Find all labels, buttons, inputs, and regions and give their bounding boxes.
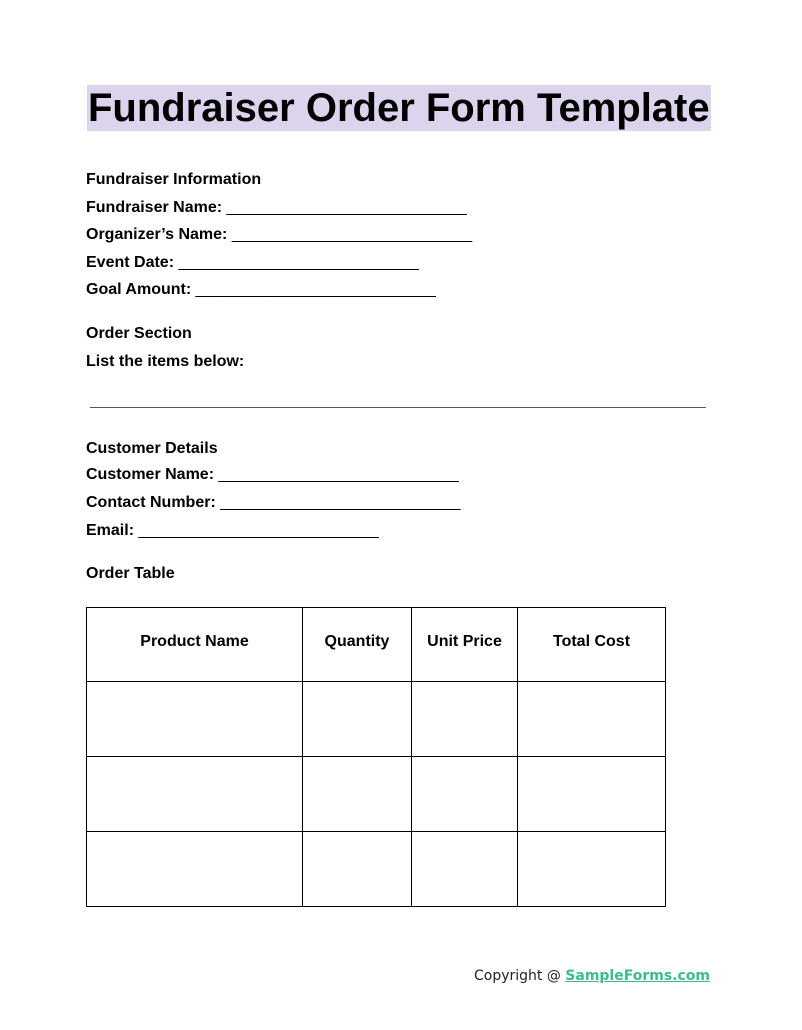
quantity-cell[interactable] <box>303 757 412 832</box>
order-table <box>86 607 666 907</box>
unit-price-cell[interactable] <box>412 832 518 907</box>
table-row <box>87 832 666 907</box>
fill-in-blank[interactable]: ___________________________ <box>231 226 473 243</box>
fill-in-blank[interactable]: ___________________________ <box>226 199 467 216</box>
field-label: Organizer’s Name: <box>86 226 228 243</box>
order-section-instruction: List the items below: <box>86 353 245 370</box>
column-header-product-name: Product Name <box>87 608 303 682</box>
total-cost-cell[interactable] <box>518 757 666 832</box>
section-heading-order-table: Order Table <box>86 565 175 582</box>
fill-in-blank[interactable]: ___________________________ <box>178 254 419 271</box>
contact-number-field[interactable] <box>86 493 461 513</box>
field-label: Email: <box>86 522 135 539</box>
field-label: Customer Name: <box>86 466 215 483</box>
table-row <box>87 682 666 757</box>
fill-in-blank[interactable]: ___________________________ <box>218 466 459 483</box>
event-date-field[interactable] <box>86 253 419 273</box>
quantity-cell[interactable] <box>303 832 412 907</box>
organizer-name-field[interactable] <box>86 225 472 245</box>
section-heading-order-section: Order Section <box>86 325 192 342</box>
goal-amount-field[interactable] <box>86 280 436 300</box>
field-label: Contact Number: <box>86 494 216 511</box>
unit-price-cell[interactable] <box>412 757 518 832</box>
page-title: Fundraiser Order Form Template <box>88 86 710 130</box>
column-header-total-cost: Total Cost <box>518 608 666 682</box>
section-heading-fundraiser-information: Fundraiser Information <box>86 171 262 188</box>
email-field[interactable] <box>86 521 379 541</box>
unit-price-cell[interactable] <box>412 682 518 757</box>
field-label: Fundraiser Name: <box>86 199 223 216</box>
column-header-quantity: Quantity <box>303 608 412 682</box>
items-entry-line[interactable] <box>90 407 706 408</box>
sampleforms-link[interactable]: SampleForms.com <box>565 968 710 984</box>
table-header-row <box>87 608 666 682</box>
table-row <box>87 757 666 832</box>
copyright-footer <box>474 966 710 986</box>
quantity-cell[interactable] <box>303 682 412 757</box>
customer-name-field[interactable] <box>86 465 459 485</box>
field-label: Event Date: <box>86 254 175 271</box>
total-cost-cell[interactable] <box>518 682 666 757</box>
product-name-cell[interactable] <box>87 832 303 907</box>
product-name-cell[interactable] <box>87 682 303 757</box>
field-label: Goal Amount: <box>86 281 192 298</box>
fill-in-blank[interactable]: ___________________________ <box>220 494 461 511</box>
product-name-cell[interactable] <box>87 757 303 832</box>
fundraiser-name-field[interactable] <box>86 198 467 218</box>
total-cost-cell[interactable] <box>518 832 666 907</box>
fill-in-blank[interactable]: ___________________________ <box>195 281 436 298</box>
copyright-text: Copyright @ <box>473 968 566 984</box>
column-header-unit-price: Unit Price <box>412 608 518 682</box>
section-heading-customer-details: Customer Details <box>86 440 218 457</box>
fill-in-blank[interactable]: ___________________________ <box>138 522 379 539</box>
